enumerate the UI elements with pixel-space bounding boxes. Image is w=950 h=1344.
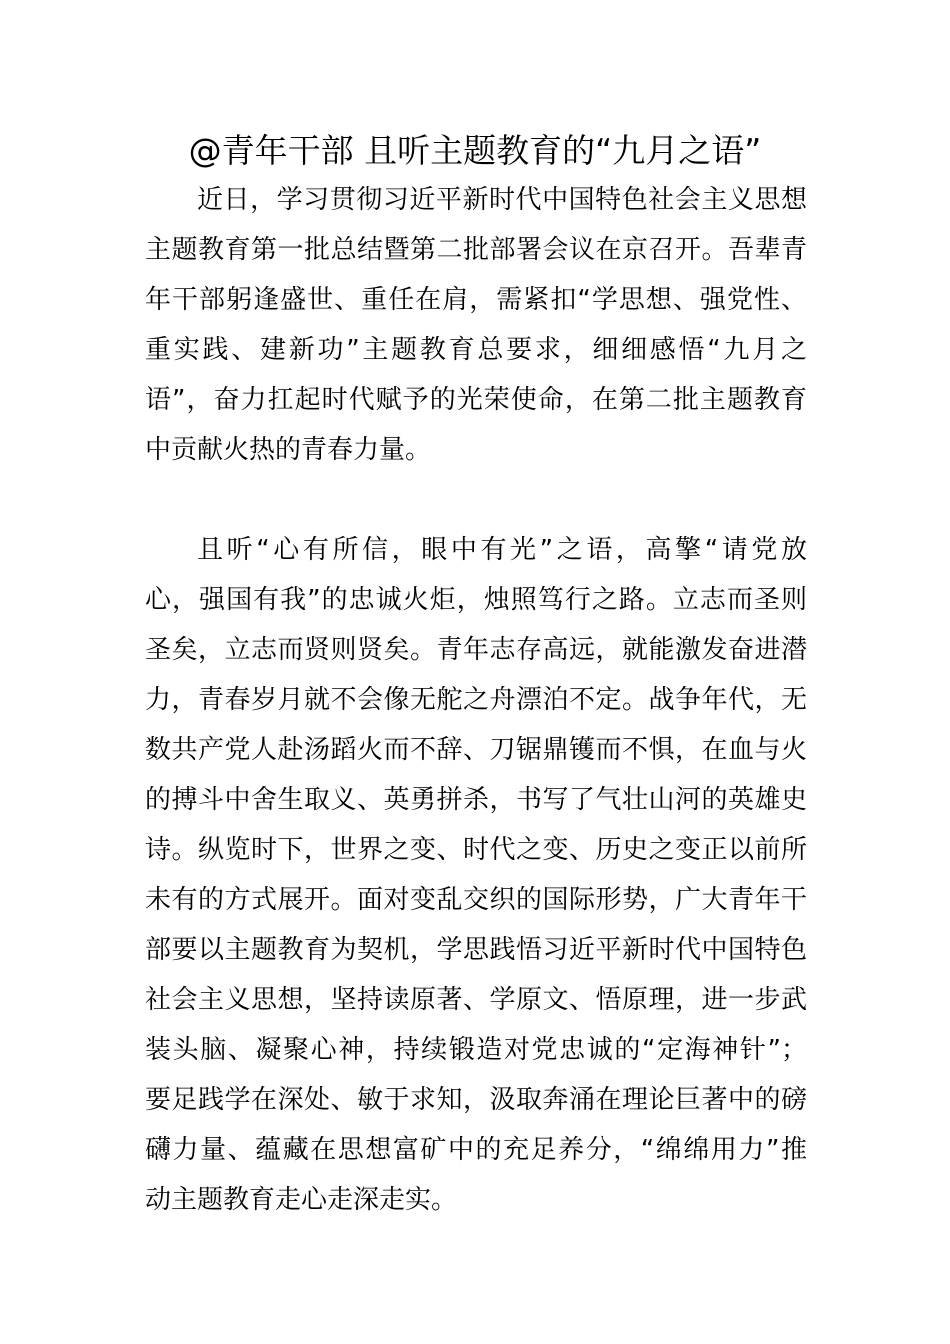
paragraph-line: 年干部躬逢盛世、重任在肩，需紧扣“学思想、强党性、 <box>145 285 807 315</box>
paragraph-line: 动主题教育走心走深走实。 <box>145 1185 458 1215</box>
paragraph-line: 的搏斗中舍生取义、英勇拼杀，书写了气壮山河的英雄史 <box>145 785 807 815</box>
paragraph-line: 且听“心有所信，眼中有光”之语，高擎“请党放 <box>197 535 807 565</box>
paragraph-line: 装头脑、凝聚心神，持续锻造对党忠诚的“定海神针”； <box>145 1035 807 1065</box>
paragraph-line: 近日，学习贯彻习近平新时代中国特色社会主义思想 <box>197 185 807 215</box>
paragraph-line: 未有的方式展开。面对变乱交织的国际形势，广大青年干 <box>145 885 807 915</box>
paragraph-line: 礴力量、蕴藏在思想富矿中的充足养分，“绵绵用力”推 <box>145 1135 807 1165</box>
paragraph-line: 圣矣，立志而贤则贤矣。青年志存高远，就能激发奋进潜 <box>145 635 807 665</box>
paragraph-line: 中贡献火热的青春力量。 <box>145 435 432 465</box>
paragraph-line: 重实践、建新功”主题教育总要求，细细感悟“九月之 <box>145 335 807 365</box>
paragraph-1 <box>145 175 807 475</box>
paragraph-2 <box>145 525 807 1225</box>
paragraph-line: 心，强国有我”的忠诚火炬，烛照笃行之路。立志而圣则 <box>145 585 807 615</box>
paragraph-line: 语”，奋力扛起时代赋予的光荣使命，在第二批主题教育 <box>145 385 807 415</box>
paragraph-line: 部要以主题教育为契机，学思践悟习近平新时代中国特色 <box>145 935 807 965</box>
paragraph-line: 数共产党人赴汤蹈火而不辞、刀锯鼎镬而不惧，在血与火 <box>145 735 807 765</box>
document-title: @青年干部 且听主题教育的“九月之语” <box>188 131 762 170</box>
paragraph-line: 社会主义思想，坚持读原著、学原文、悟原理，进一步武 <box>145 985 807 1015</box>
paragraph-line: 诗。纵览时下，世界之变、时代之变、历史之变正以前所 <box>145 835 807 865</box>
paragraph-line: 力，青春岁月就不会像无舵之舟漂泊不定。战争年代，无 <box>145 685 807 715</box>
paragraph-line: 主题教育第一批总结暨第二批部署会议在京召开。吾辈青 <box>145 235 807 265</box>
paragraph-line: 要足践学在深处、敏于求知，汲取奔涌在理论巨著中的磅 <box>145 1085 807 1115</box>
